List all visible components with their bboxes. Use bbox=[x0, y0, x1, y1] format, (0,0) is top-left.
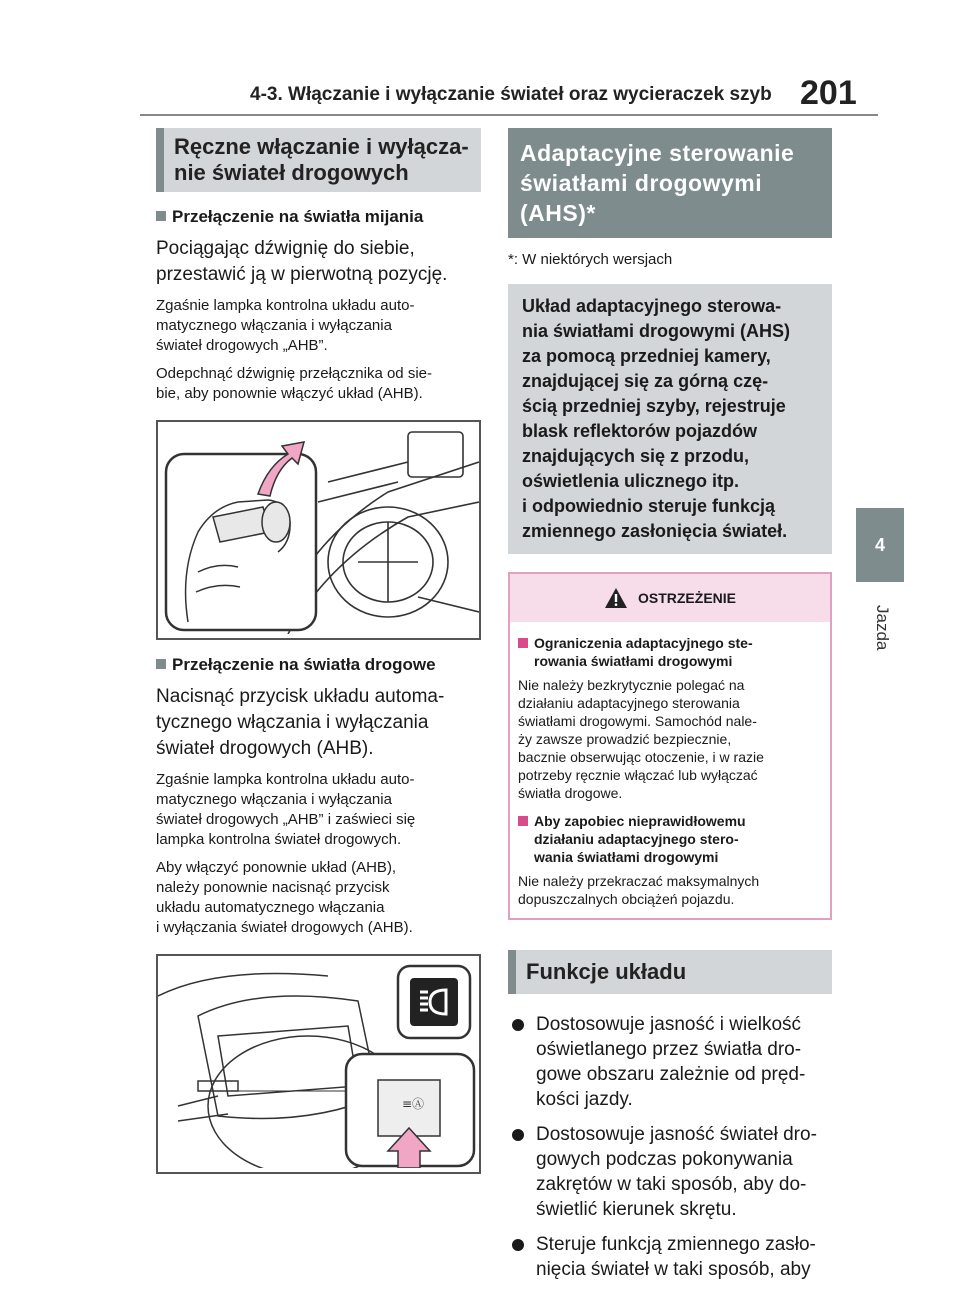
text-line: oświetlenia ulicznego itp. bbox=[522, 471, 740, 491]
text-line: nia światłami drogowymi (AHS) bbox=[522, 321, 791, 341]
section-title-system-functions: Funkcje układu bbox=[508, 950, 832, 994]
text-line: Ograniczenia adaptacyjnego ste- bbox=[534, 635, 753, 651]
text-line: świateł drogowych „AHB” i zaświeci się bbox=[156, 811, 416, 828]
text-line: zmiennego zasłonięcia świateł. bbox=[522, 521, 788, 541]
footnote-versions: *: W niektórych wersjach bbox=[508, 251, 673, 268]
text-line: światłami drogowymi. Samochód nale- bbox=[518, 713, 757, 729]
lever-illustration-svg bbox=[158, 422, 479, 634]
text-line: za pomocą przedniej kamery, bbox=[522, 346, 771, 366]
instruction-low-beam bbox=[156, 236, 481, 288]
text-line: Aby włączyć ponownie układ (AHB), bbox=[156, 859, 397, 876]
text-line: tycznego włączania i wyłączania bbox=[156, 712, 429, 733]
chapter-label bbox=[860, 605, 900, 665]
text-line: blask reflektorów pojazdów bbox=[522, 421, 758, 441]
text-line: gowe obszaru zależnie od pręd- bbox=[536, 1064, 806, 1085]
text-line: Odepchnąć dźwignię przełącznika od sie- bbox=[156, 365, 432, 382]
text-line: Nacisnąć przycisk układu automa- bbox=[156, 686, 445, 707]
bullet-dot-icon bbox=[512, 1239, 524, 1251]
text-line: należy ponownie nacisnąć przycisk bbox=[156, 879, 390, 896]
warning-item-title-2 bbox=[518, 812, 822, 866]
text-line: światła drogowe. bbox=[518, 785, 623, 801]
svg-text:≡Ⓐ: ≡Ⓐ bbox=[402, 1097, 425, 1111]
section-title-manual-high-beam bbox=[156, 128, 481, 192]
section-title-ahs bbox=[508, 128, 832, 238]
functions-list bbox=[508, 1012, 832, 1282]
section-title-line: Ręczne włączanie i wyłącza- bbox=[174, 134, 469, 159]
warning-item-text-1 bbox=[518, 676, 822, 802]
text-line: dopuszczalnych obciążeń pojazdu. bbox=[518, 891, 735, 907]
running-header-title: 4-3. Włączanie i wyłączanie świateł oraz wycieraczek szyb bbox=[250, 84, 772, 105]
text-line: matycznego włączania i wyłączania bbox=[156, 317, 392, 334]
text-line: matycznego włączania i wyłączania bbox=[156, 791, 392, 808]
text-line: świetlić kierunek skrętu. bbox=[536, 1199, 737, 1220]
text-line: nięcia świateł w taki sposób, aby bbox=[536, 1259, 811, 1280]
warning-triangle-icon bbox=[604, 587, 628, 609]
warning-header-text: OSTRZEŻENIE bbox=[637, 590, 736, 606]
chapter-tab: 4 bbox=[856, 508, 904, 582]
text-line: Dostosowuje jasność i wielkość bbox=[536, 1014, 802, 1035]
text-line: kości jazdy. bbox=[536, 1089, 633, 1110]
chapter-label-text: Jazda bbox=[873, 605, 892, 651]
warning-body bbox=[510, 622, 830, 918]
section-title-line: (AHS)* bbox=[520, 200, 596, 226]
subheading-low-beam bbox=[156, 206, 481, 228]
warning-item-title-1 bbox=[518, 634, 822, 670]
text-line: znajdującej się za górną czę- bbox=[522, 371, 769, 391]
section-title-line: nie świateł drogowych bbox=[174, 160, 409, 185]
warning-box bbox=[508, 572, 832, 920]
text-line: znajdujących się z przodu, bbox=[522, 446, 750, 466]
text-line: lampka kontrolna świateł drogowych. bbox=[156, 831, 402, 848]
section-title-line: Adaptacyjne sterowanie bbox=[520, 140, 795, 166]
note-high-beam-2 bbox=[156, 858, 481, 938]
square-bullet-icon bbox=[156, 659, 166, 669]
bullet-dot-icon bbox=[512, 1129, 524, 1141]
text-line: Steruje funkcją zmiennego zasło- bbox=[536, 1234, 816, 1255]
text-line: ży zawsze prowadzić bezpiecznie, bbox=[518, 731, 732, 747]
note-low-beam-1 bbox=[156, 296, 481, 356]
text-line: Zgaśnie lampka kontrolna układu auto- bbox=[156, 771, 415, 788]
list-item bbox=[508, 1012, 832, 1112]
warning-item-text-2 bbox=[518, 872, 822, 908]
text-line: bacznie obserwując otoczenie, i w razie bbox=[518, 749, 764, 765]
subheading-high-beam bbox=[156, 654, 481, 676]
text-line: świateł drogowych „AHB”. bbox=[156, 337, 328, 354]
text-line: bie, aby ponownie włączyć układ (AHB). bbox=[156, 385, 423, 402]
instruction-high-beam bbox=[156, 684, 481, 762]
text-line: Aby zapobiec nieprawidłowemu bbox=[534, 813, 746, 829]
text-line: potrzeby ręcznie włączać lub wyłączać bbox=[518, 767, 758, 783]
left-column bbox=[156, 128, 481, 1174]
square-bullet-icon bbox=[518, 816, 528, 826]
header-rule bbox=[140, 114, 878, 116]
square-bullet-icon bbox=[518, 638, 528, 648]
page-number: 201 bbox=[800, 74, 857, 112]
text-line: rowania światłami drogowymi bbox=[534, 653, 733, 669]
text-line: i wyłączania świateł drogowych (AHB). bbox=[156, 919, 413, 936]
right-column bbox=[508, 128, 832, 1292]
text-line: i odpowiednio steruje funkcją bbox=[522, 496, 776, 516]
ahb-button-illustration-svg bbox=[158, 956, 479, 1168]
text-line: ścią przedniej szyby, rejestruje bbox=[522, 396, 786, 416]
text-line: Zgaśnie lampka kontrolna układu auto- bbox=[156, 297, 415, 314]
note-high-beam-1 bbox=[156, 770, 481, 850]
illustration-ahb-button bbox=[156, 954, 481, 1174]
text-line: Pociągając dźwignię do siebie, bbox=[156, 238, 415, 259]
text-line: Nie należy bezkrytycznie polegać na bbox=[518, 677, 745, 693]
text-line: działaniu adaptacyjnego stero- bbox=[534, 831, 739, 847]
note-low-beam-2 bbox=[156, 364, 481, 404]
bullet-dot-icon bbox=[512, 1019, 524, 1031]
text-line: wania światłami drogowymi bbox=[534, 849, 719, 865]
text-line: działaniu adaptacyjnego sterowania bbox=[518, 695, 740, 711]
list-item bbox=[508, 1232, 832, 1282]
list-item bbox=[508, 1122, 832, 1222]
text-line: Nie należy przekraczać maksymalnych bbox=[518, 873, 760, 889]
text-line: Dostosowuje jasność świateł dro- bbox=[536, 1124, 817, 1145]
text-line: oświetlanego przez światła dro- bbox=[536, 1039, 802, 1060]
text-line: zakrętów w taki sposób, aby do- bbox=[536, 1174, 807, 1195]
illustration-lever bbox=[156, 420, 481, 640]
subheading-text: Przełączenie na światła mijania bbox=[172, 207, 424, 226]
subheading-text: Przełączenie na światła drogowe bbox=[172, 655, 436, 674]
text-line: Układ adaptacyjnego sterowa- bbox=[522, 296, 782, 316]
text-line: gowych podczas pokonywania bbox=[536, 1149, 793, 1170]
text-line: układu automatycznego włączania bbox=[156, 899, 385, 916]
square-bullet-icon bbox=[156, 211, 166, 221]
text-line: przestawić ją w pierwotną pozycję. bbox=[156, 264, 448, 285]
ahs-intro-box bbox=[508, 284, 832, 554]
text-line: świateł drogowych (AHB). bbox=[156, 738, 374, 759]
warning-header bbox=[510, 574, 830, 622]
section-title-line: światłami drogowymi bbox=[520, 170, 763, 196]
